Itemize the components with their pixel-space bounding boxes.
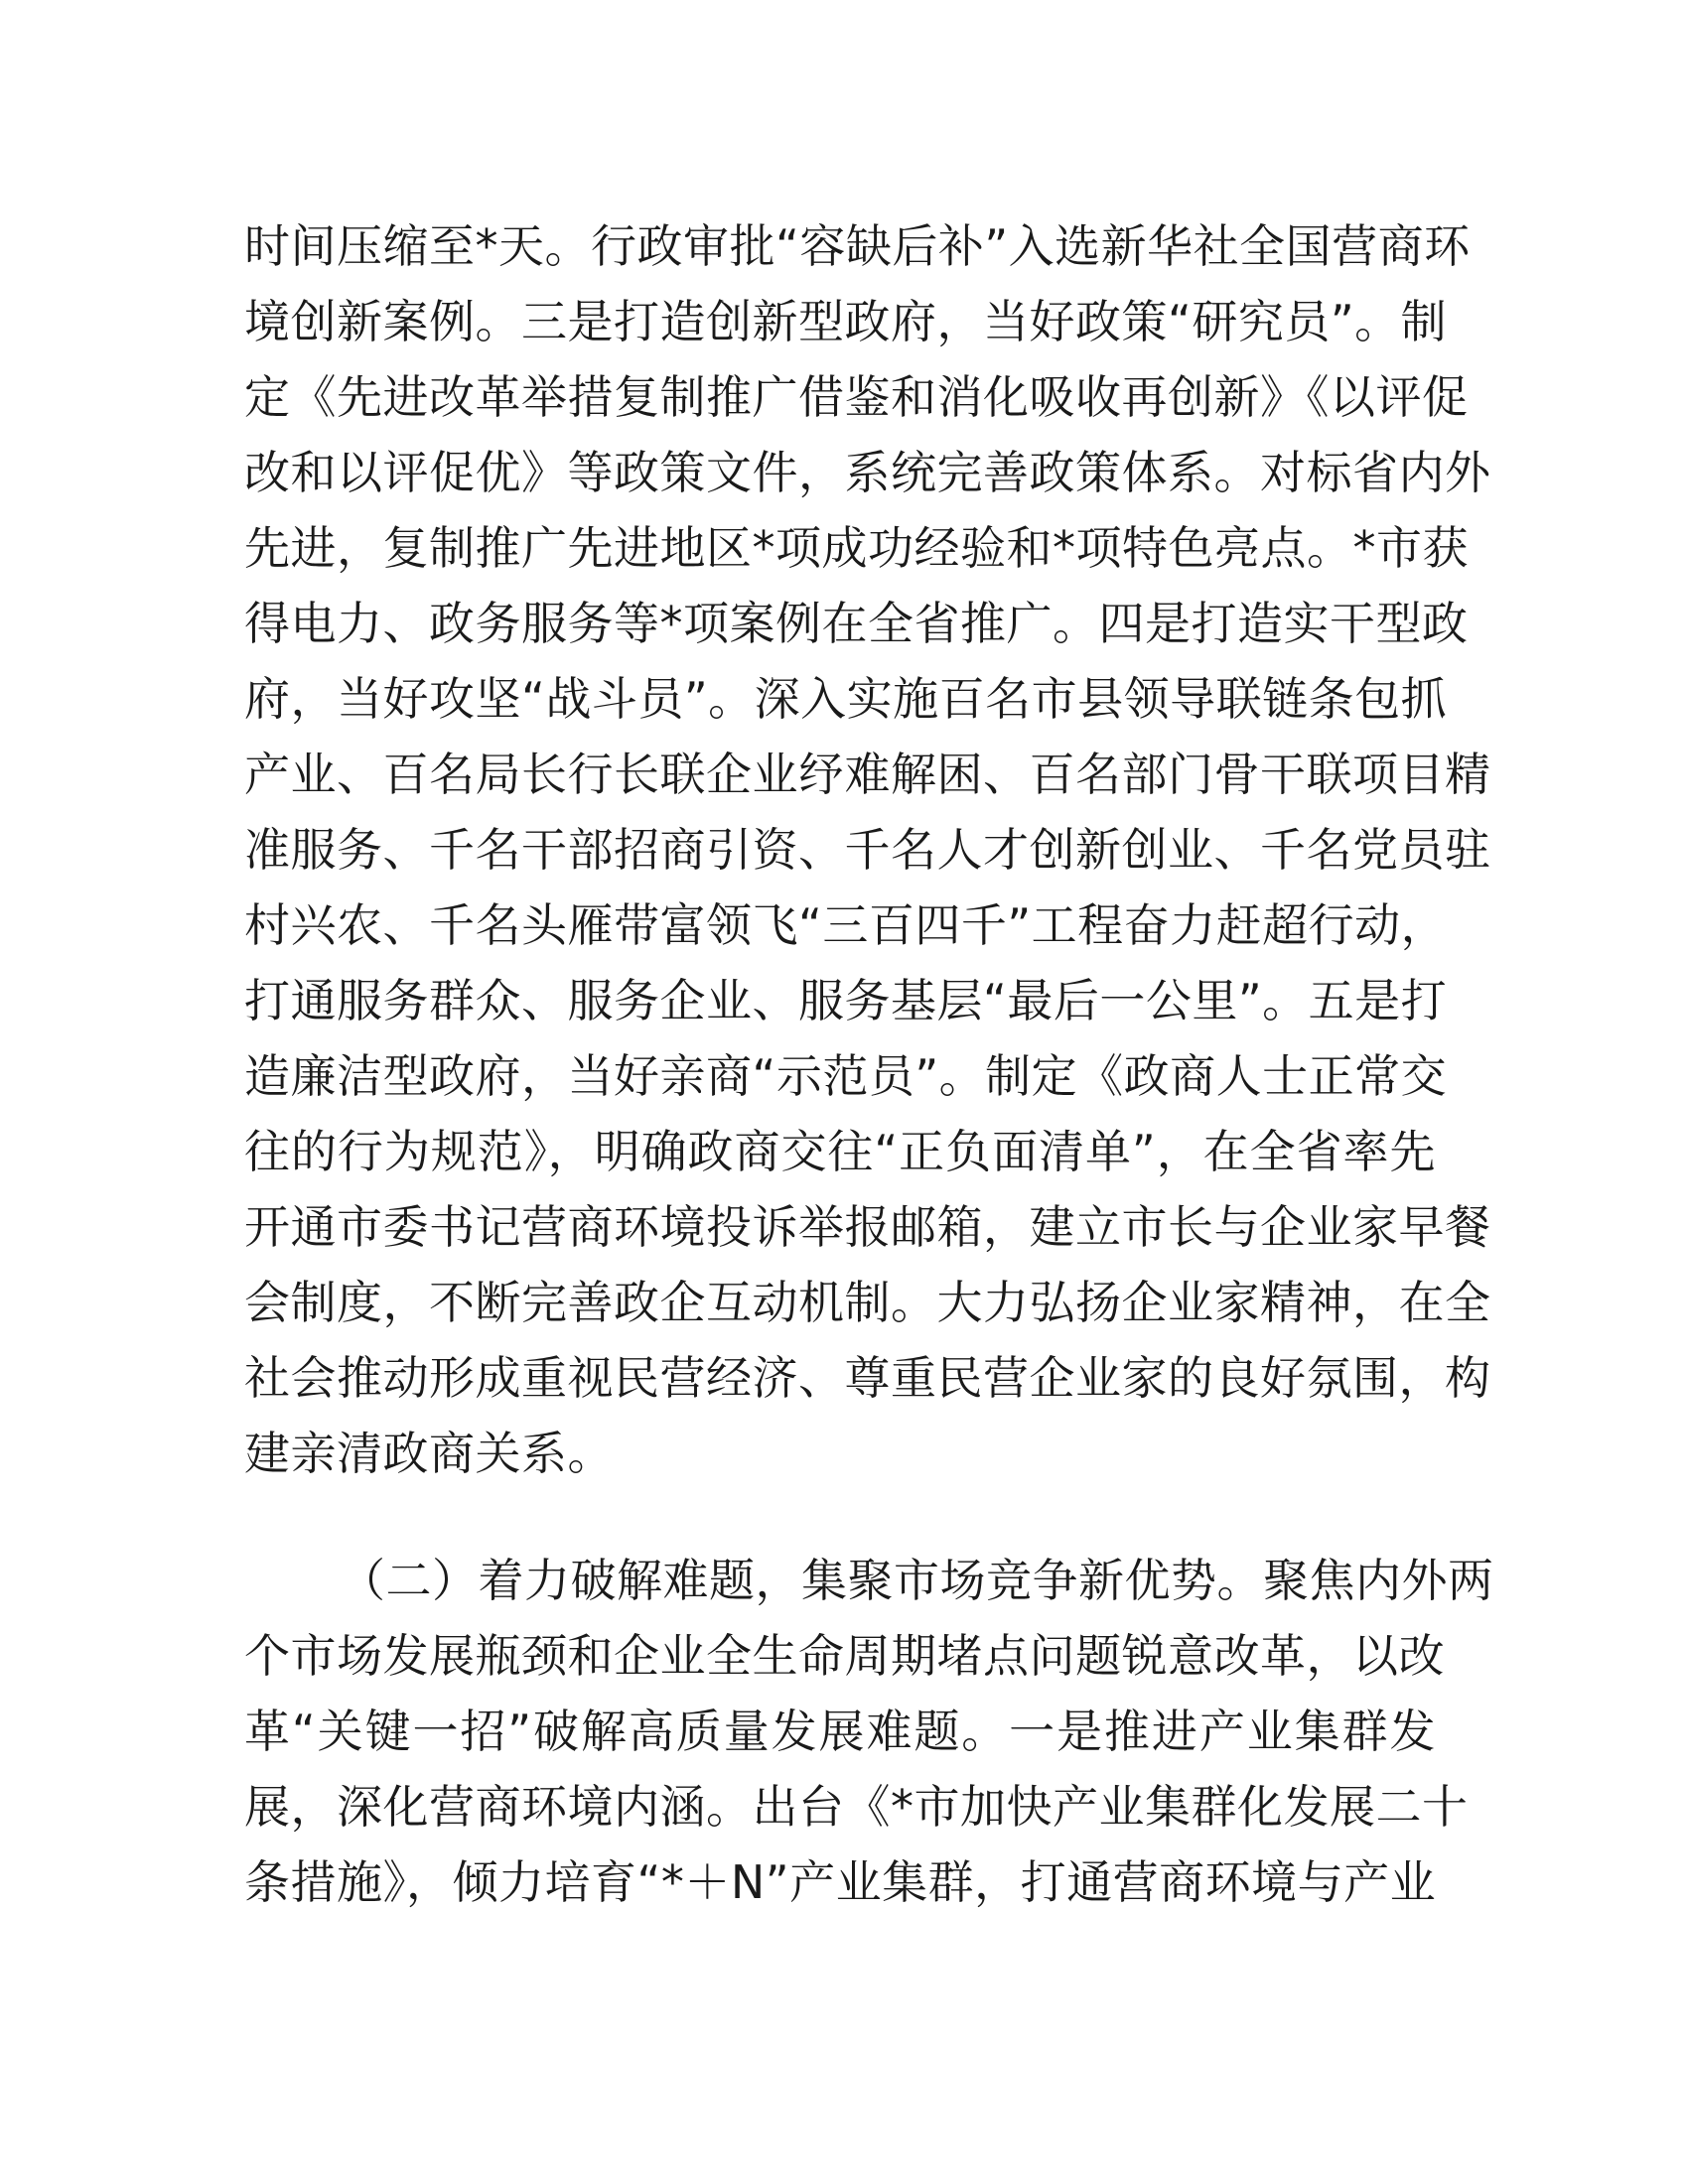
text-line: 个市场发展瓶颈和企业全生命周期堵点问题锐意改革，以改: [244, 1629, 1445, 1683]
text-line: 得电力、政务服务等*项案例在全省推广。四是打造实干型政: [244, 597, 1469, 650]
text-line: 准服务、千名干部招商引资、千名人才创新创业、千名党员驻: [244, 823, 1491, 877]
text-line: 造廉洁型政府，当好亲商“示范员”。制定《政商人士正常交: [244, 1049, 1448, 1103]
text-line: 先进，复制推广先进地区*项成功经验和*项特色亮点。*市获: [244, 521, 1469, 575]
text-line: 社会推动形成重视民营经济、尊重民营企业家的良好氛围，构: [244, 1351, 1491, 1405]
text-line: 定《先进改革举措复制推广借鉴和消化吸收再创新》《以评促: [244, 370, 1469, 424]
text-line: 开通市委书记营商环境投诉举报邮箱，建立市长与企业家早餐: [244, 1200, 1491, 1254]
text-line: 时间压缩至*天。行政审批“容缺后补”入选新华社全国营商环: [244, 219, 1471, 273]
text-line: 建亲清政商关系。: [244, 1427, 614, 1480]
text-line: 条措施》，倾力培育“*＋N”产业集群，打通营商环境与产业: [244, 1855, 1437, 1909]
text-line: 境创新案例。三是打造创新型政府，当好政策“研究员”。制: [244, 295, 1448, 348]
text-line: 展，深化营商环境内涵。出台《*市加快产业集群化发展二十: [244, 1780, 1469, 1834]
text-line: 革“关键一招”破解高质量发展难题。一是推进产业集群发: [244, 1705, 1436, 1758]
text-line: 府，当好攻坚“战斗员”。深入实施百名市县领导联链条包抓: [244, 672, 1448, 726]
text-line: 村兴农、千名头雁带富领飞“三百四千”工程奋力赶超行动，: [244, 898, 1448, 952]
body-paragraph-1: [244, 208, 1491, 1491]
body-paragraph-2: [244, 1543, 1494, 1920]
section-heading-line: （二）着力破解难题，集聚市场竞争新优势。聚焦内外两: [340, 1554, 1494, 1607]
text-line: 产业、百名局长行长联企业纾难解困、百名部门骨干联项目精: [244, 748, 1491, 801]
text-line: 往的行为规范》，明确政商交往“正负面清单”，在全省率先: [244, 1125, 1436, 1178]
text-line: 打通服务群众、服务企业、服务基层“最后一公里”。五是打: [244, 974, 1448, 1027]
text-line: 改和以评促优》等政策文件，系统完善政策体系。对标省内外: [244, 446, 1491, 499]
text-line: 会制度，不断完善政企互动机制。大力弘扬企业家精神，在全: [244, 1276, 1491, 1329]
